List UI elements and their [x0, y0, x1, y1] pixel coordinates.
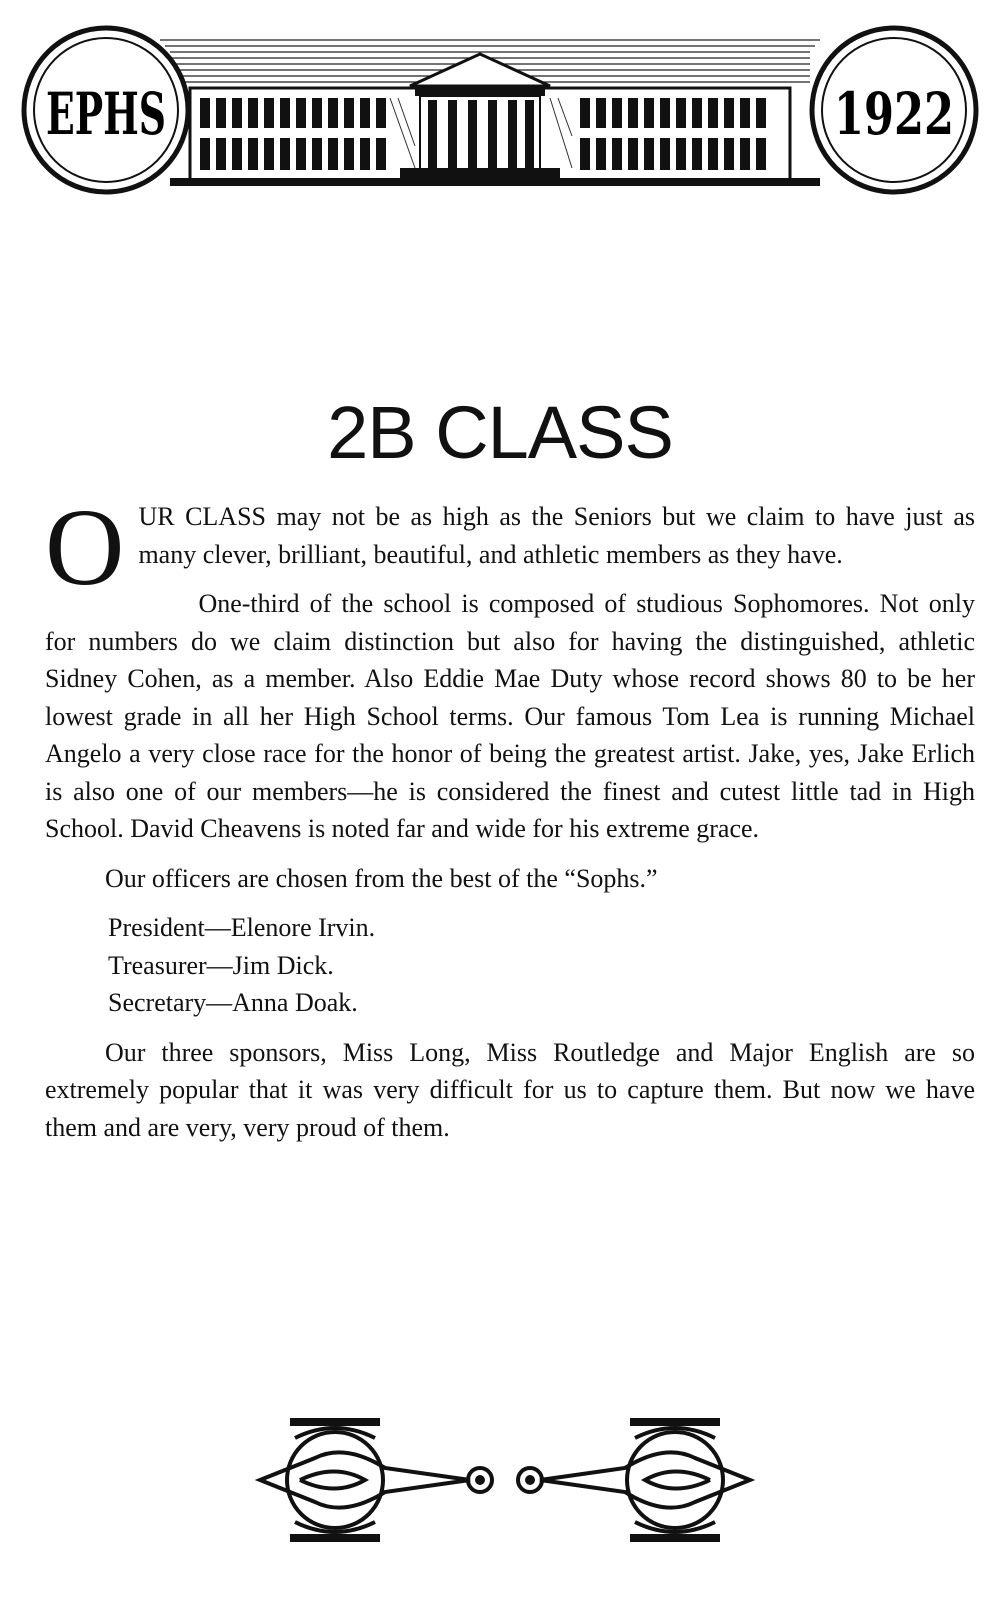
officer-treasurer: Treasurer—Jim Dick.	[108, 950, 334, 980]
school-building-engraving	[20, 18, 980, 198]
footer-ornament	[255, 1418, 755, 1558]
intro-paragraph	[45, 486, 975, 608]
officer-president: President—Elenore Irvin.	[108, 913, 376, 942]
paragraph-sponsors: Our three sponsors, Miss Long, Miss Routledge and Major English are so extremely popular that it was very difficult for us to capture them. But now we have them and are very, very proud of them.	[45, 1037, 975, 1142]
officer-secretary: Secretary—Anna Doak.	[108, 988, 358, 1017]
ornament-scroll-icon	[255, 1418, 755, 1558]
officer-list	[45, 909, 975, 1022]
left-seal-text: EPHS	[46, 80, 166, 148]
header-banner	[20, 18, 980, 198]
right-seal-text: 1922	[834, 80, 954, 148]
page-title: 2B CLASS	[327, 391, 673, 474]
paragraph-sophomores: One-third of the school is composed of studious Sophomores. Not only for numbers do we claim distinction but also for having the distinguished, athletic Sidney Cohen, as a member. Also Eddie Mae Duty whose record shows 80 to be her lowest grade in all her High School terms. Our famous Tom Lea is running Michael Angelo a very close race for the honor of being the greatest artist. Jake, yes, Jake Erlich is also one of our members—he is considered the finest and cutest little tad in High School. David Cheavens is noted far and wide for his extreme grace.	[45, 589, 975, 843]
article-body	[45, 486, 975, 1146]
paragraph-officers-intro: Our officers are chosen from the best of the “Sophs.”	[105, 863, 658, 893]
drop-cap: O	[45, 486, 125, 608]
intro-text: UR CLASS may not be as high as the Seniors but we claim to have just as many clever, brilliant, beautiful, and athletic members as they have.	[138, 502, 975, 569]
